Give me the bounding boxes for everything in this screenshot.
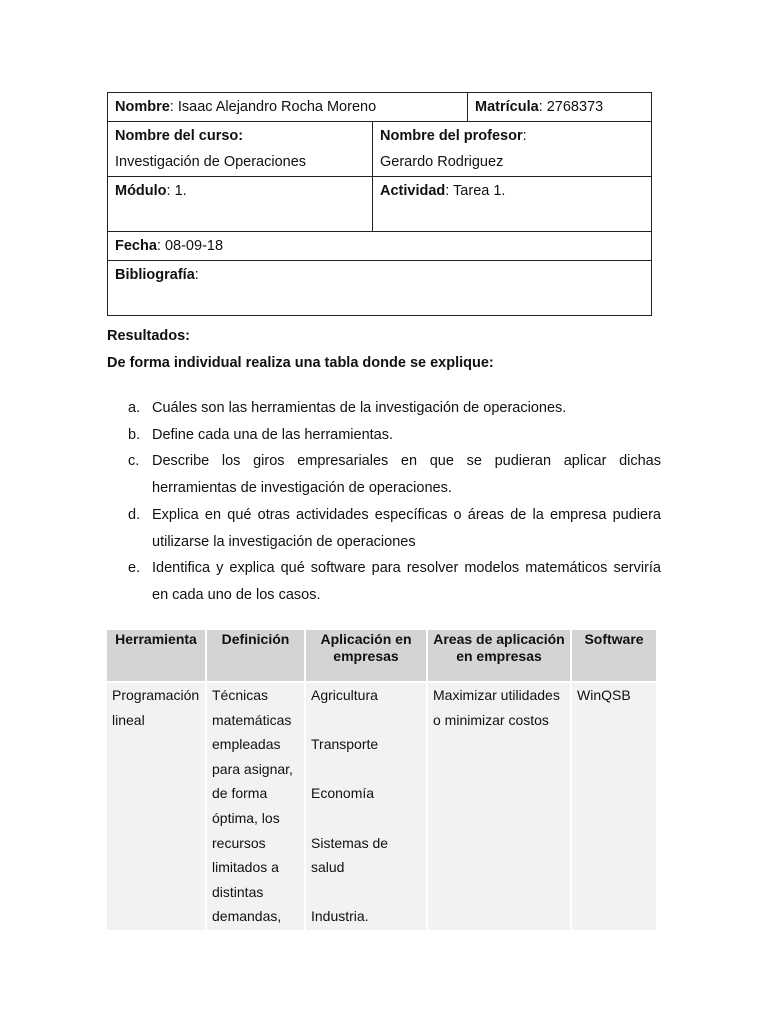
cell-line: [311, 757, 421, 782]
info-row-bibliography: [108, 261, 652, 316]
list-item: [107, 502, 661, 555]
cell-line: Técnicas: [212, 687, 269, 703]
student-name-cell: [108, 93, 468, 122]
professor-cell: [373, 122, 652, 177]
cell-line: [311, 880, 421, 905]
module-cell: [108, 177, 373, 232]
list-item-text: Describe los giros empresariales en que se pudieran aplicar dichas herramientas de investigación de operaciones.: [152, 453, 661, 497]
cell-line: [311, 708, 421, 733]
matricula-cell: [468, 93, 652, 122]
cell-line: Programación: [112, 687, 200, 703]
profesor-label: Nombre del profesor: [380, 128, 523, 144]
list-marker: b.: [128, 426, 141, 443]
course-cell: [108, 122, 373, 177]
student-info-table: [107, 92, 652, 316]
cell-software: [572, 683, 656, 930]
header-software: Software: [572, 630, 656, 681]
nombre-value: : Isaac Alejandro Rocha Moreno: [169, 99, 377, 115]
header-aplicacion: Aplicación en empresas: [306, 630, 426, 681]
cell-line: Industria.: [311, 908, 369, 925]
cell-line: [311, 806, 421, 831]
curso-label: Nombre del curso:: [115, 128, 244, 144]
bibliografia-label: Bibliografía: [115, 267, 195, 283]
nombre-label: Nombre: [115, 99, 170, 115]
cell-line: lineal: [112, 711, 145, 728]
list-item: [107, 555, 661, 608]
cell-line: matemáticas: [212, 711, 292, 728]
info-row-course: [108, 122, 652, 177]
cell-line: Agricultura: [311, 687, 378, 703]
cell-line: de forma: [212, 785, 268, 802]
header-herramienta: Herramienta: [107, 630, 205, 681]
list-marker: c.: [128, 453, 140, 470]
actividad-label: Actividad: [380, 183, 446, 199]
list-item: [107, 422, 661, 449]
results-heading: Resultados:: [107, 328, 190, 344]
profesor-colon: :: [522, 128, 527, 144]
table-row: [107, 683, 656, 930]
list-item: [107, 448, 661, 501]
cell-line: Maximizar utilidades: [433, 687, 560, 703]
cell-line: óptima, los: [212, 809, 280, 826]
task-list: [107, 395, 661, 609]
activity-cell: [373, 177, 652, 232]
profesor-value: Gerardo Rodriguez: [380, 154, 504, 170]
info-row-module: [108, 177, 652, 232]
list-item: [107, 395, 661, 422]
instruction-heading: De forma individual realiza una tabla donde se explique:: [107, 355, 494, 371]
cell-aplicacion: [306, 683, 426, 930]
cell-areas: [428, 683, 570, 930]
actividad-value: : Tarea 1.: [445, 183, 506, 199]
header-areas: Areas de aplicación en empresas: [428, 630, 570, 681]
list-item-text: Cuáles son las herramientas de la investigación de operaciones.: [152, 400, 567, 416]
matricula-label: Matrícula: [475, 99, 539, 115]
cell-line: salud: [311, 859, 345, 876]
header-definicion: Definición: [207, 630, 304, 681]
cell-line: distintas: [212, 883, 264, 900]
cell-herramienta: [107, 683, 205, 930]
modulo-label: Módulo: [115, 183, 167, 199]
cell-line: demandas,: [212, 908, 282, 925]
fecha-value: : 08-09-18: [156, 238, 224, 254]
cell-line: limitados a: [212, 859, 279, 876]
list-item-text: Identifica y explica qué software para resolver modelos matemáticos serviría en cada uno de los casos.: [152, 560, 661, 603]
tools-table-header: [107, 630, 656, 681]
cell-definicion: [207, 683, 304, 930]
modulo-value: : 1.: [166, 183, 187, 199]
date-cell: [108, 232, 652, 261]
matricula-value: : 2768373: [538, 99, 604, 115]
cell-line: Economía: [311, 785, 375, 802]
cell-line: o minimizar costos: [433, 711, 549, 728]
cell-line: para asignar,: [212, 760, 293, 777]
list-marker: d.: [128, 506, 141, 523]
cell-line: WinQSB: [577, 687, 631, 703]
bibliografia-colon: :: [194, 267, 199, 283]
list-marker: e.: [128, 560, 141, 577]
list-marker: a.: [128, 400, 141, 416]
list-item-text: Define cada una de las herramientas.: [152, 426, 394, 443]
tools-table: [107, 630, 656, 930]
curso-value: Investigación de Operaciones: [115, 154, 307, 170]
info-row-date: [108, 232, 652, 261]
bibliography-cell: [108, 261, 652, 316]
cell-line: Transporte: [311, 736, 379, 753]
cell-line: Sistemas de: [311, 834, 389, 851]
cell-line: empleadas: [212, 736, 281, 753]
cell-line: recursos: [212, 834, 266, 851]
list-item-text: Explica en qué otras actividades específicas o áreas de la empresa pudiera utilizarse la investigación de operaciones: [152, 506, 661, 550]
fecha-label: Fecha: [115, 238, 157, 254]
info-row-name: [108, 93, 652, 122]
